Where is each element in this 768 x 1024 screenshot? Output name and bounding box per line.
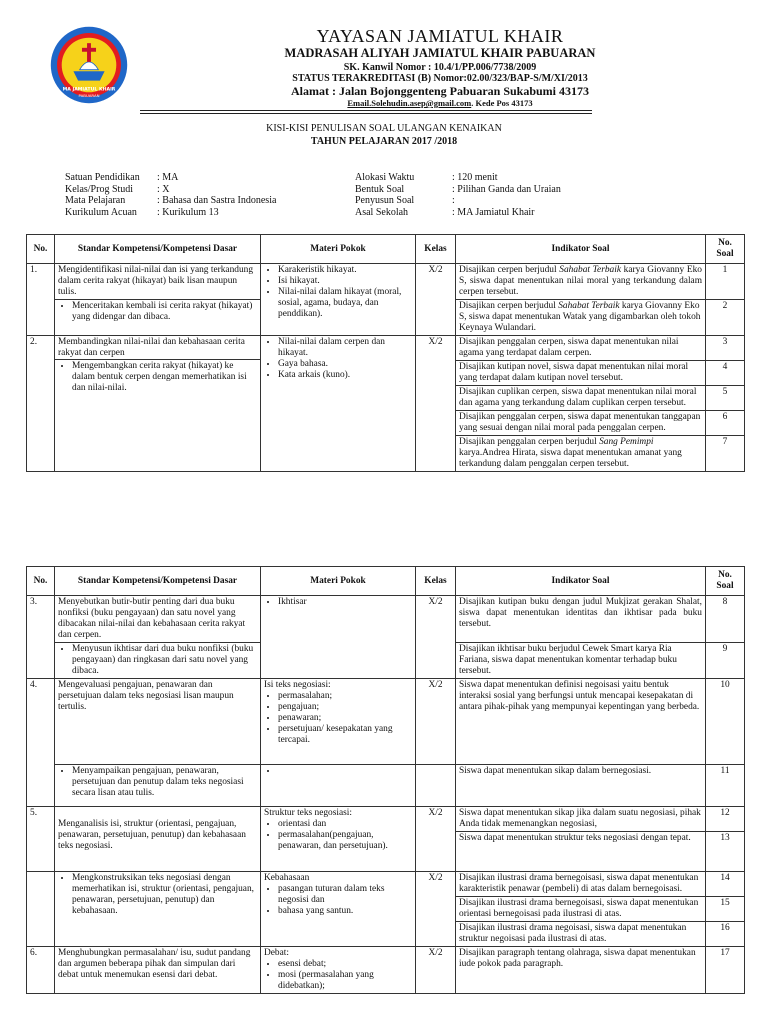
table-row: Disajikan cuplikan cerpen, siswa dapat menentukan nilai moral dan agama yang terkandung dalam cuplikan cerpen tersebut. 5 (27, 386, 745, 411)
school-name: MADRASAH ALIYAH JAMIATUL KHAIR PABUARAN (284, 46, 596, 60)
doc-year: TAHUN PELAJARAN 2017 /2018 (310, 136, 458, 147)
meta-left-values: : MA : X : Bahasa dan Sastra Indonesia : Kurikulum 13 (157, 172, 277, 218)
table-row: Disajikan penggalan cerpen, siswa dapat menentukan tanggapan yang sesuai dengan nilai moral pada penggalan cerpen. 6 (27, 411, 745, 436)
table-row: • Menyampaikan pengajuan, penawaran, persetujuan dan penutup dalam teks negosiasi secara lisan atau tulis. • Siswa dapat menentukan sikap dalam bernegosiasi. 11 (27, 765, 745, 807)
sk-number: SK. Kanwil Nomor : 10.4/1/PP.006/7738/2009 (343, 62, 537, 73)
table-row: 6. Menghubungkan permasalahan/ isu, sudut pandang dan argumen beberapa pihak dan simpulan dari debat untuk menemukan esensi dari debat. Debat: • esensi debat; • mosi (permasalahan yang didebatkan); X/2 Disajikan paragraph tentang olahraga, siswa dapat menentukan iude pokok pada paragraph. 17 (27, 947, 745, 994)
doc-title: KISI-KISI PENULISAN SOAL ULANGAN KENAIKAN (266, 123, 502, 134)
meta-right-keys: Alokasi Waktu Bentuk Soal Penyusun Soal Asal Sekolah (355, 172, 415, 218)
header-rule-thin (140, 113, 592, 114)
contact-line (140, 98, 740, 108)
meta-right-values: : 120 menit : Pilihan Ganda dan Uraian : : MA Jamiatul Khair (452, 172, 561, 218)
school-address: Alamat : Jalan Bojonggenteng Pabuaran Sukabumi 43173 (290, 84, 590, 98)
postcode: . Kede Pos 43173 (471, 98, 533, 108)
table-row: 3. Menyebutkan butir-butir penting dari dua buku nonfiksi (buku pengayaan) dan satu novel yang dibacakan nilai-nilai dan kebahasaan cerita rakyat dan cerpen. • Ikhtisar X/2 Disajikan kutipan buku dengan judul Mukjizat gerakan Shalat, siswa dapat menentukan identitas dan ikhtisar pada buku tersebut. 8 (27, 596, 745, 643)
table-row: • Mengkonstruksikan teks negosiasi dengan memerhatikan isi, struktur (orientasi, pengajuan, penawaran, persetujuan, penutup) dan kebahasaan. Kebahasaan • pasangan tuturan dalam teks negosisi dan • bahasa yang santun. X/2 Disajikan ilustrasi drama bernegoisasi, siswa dapat menentukan karakteristik penawar (pembeli) di atas dalam bernegoisasi. 14 (27, 872, 745, 897)
table-row: Disajikan ilustrasi drama negoisasi, siswa dapat menentukan struktur negoisasi pada ilustrasi di atas. 16 (27, 922, 745, 947)
header-rule (140, 110, 592, 111)
grid-table-2 (26, 566, 745, 994)
table-row: 4. Mengevaluasi pengajuan, penawaran dan persetujuan dalam teks negosiasi lisan maupun tertulis. Isi teks negosiasi: • permasalahan; • pengajuan; • penawaran; • persetujuan/ kesepakatan yang tercapai. X/2 Siswa dapat menentukan definisi negoisasi yaitu bentuk interaksi sosial yang berfungsi untuk mencapai kesepakatan di antara pihak-pihak yang mempunyai kepentingan yang berbeda. 10 (27, 679, 745, 765)
meta-left-keys: Satuan Pendidikan Kelas/Prog Studi Mata Pelajaran Kurikulum Acuan (65, 172, 140, 218)
school-logo (50, 26, 128, 104)
svg-text:MA JAMIATUL KHAIR: MA JAMIATUL KHAIR (62, 87, 116, 93)
table-row: Disajikan penggalan cerpen berjudul Sang Pemimpi karya.Andrea Hirata, siswa dapat menentukan amanat yang terkandung dalam penggalan cerpen tersebut. 7 (27, 436, 745, 472)
table-row: Siswa dapat menentukan struktur teks negosiasi dengan tepat. 13 (27, 832, 745, 872)
accreditation-status: STATUS TERAKREDITASI (B) Nomor:02.00/323/BAP-S/M/XI/2013 (292, 73, 588, 84)
table-row: 5. Menganalisis isi, struktur (orientasi, pengajuan, penawaran, persetujuan, penutup) dan kebahasaan teks negosiasi. Struktur teks negosiasi: • orientasi dan • permasalahan(pengajuan, penawaran, dan persetujuan). X/2 Siswa dapat menentukan sikap jika dalam suatu negosiasi, pihak Anda tidak memenangkan negosiasi, 12 (27, 807, 745, 832)
table-row: 1. Mengidentifikasi nilai-nilai dan isi yang terkandung dalam cerita rakyat (hikayat) baik lisan maupun tulis. • Karakeristik hikayat. • Isi hikayat. • Nilai-nilai dalam hikayat (moral, sosial, agama, budaya, dan penddikan). X/2 Disajikan cerpen berjudul Sahabat Terbaik karya Giovanny Eko S, siswa dapat menentukan nilai moral yang terkandung dalam cerpen tersebut. 1 (27, 264, 745, 300)
foundation-name: YAYASAN JAMIATUL KHAIR (316, 26, 564, 46)
table-header-row: No. Standar Kompetensi/Kompetensi Dasar Materi Pokok Kelas Indikator Soal No. Soal (27, 235, 745, 264)
table-row: Disajikan kutipan novel, siswa dapat menentukan nilai moral yang terdapat dalam kutipan novel tersebut. 4 (27, 361, 745, 386)
email-link[interactable]: Email.Solehudin.asep@gmail.com (347, 98, 472, 108)
table-header-row: No. Standar Kompetensi/Kompetensi Dasar Materi Pokok Kelas Indikator Soal No. Soal (27, 567, 745, 596)
grid-table-1 (26, 234, 745, 472)
table-row: Disajikan ilustrasi drama bernegoisasi, siswa dapat menentukan orientasi bernegoisasi pada ilustrasi di atas. 15 (27, 897, 745, 922)
svg-text:PABUARAN: PABUARAN (78, 92, 100, 98)
table-row: • Menceritakan kembali isi cerita rakyat (hikayat) yang didengar dan dibaca. Disajikan cerpen berjudul Sahabat Terbaik karya Giovanny Eko S, siswa dapat menentukan Watak yang digambarkan oleh tokoh Keynaya Wulandari. 2 (27, 300, 745, 336)
table-row: • Menyusun ikhtisar dari dua buku nonfiksi (buku pengayaan) dan ringkasan dari satu novel yang dibaca. Disajikan ikhtisar buku berjudul Cewek Smart karya Ria Fariana, siswa dapat menentukan komentar terhadap buku tersebut. 9 (27, 643, 745, 679)
table-row: 2. Membandingkan nilai-nilai dan kebahasaan cerita rakyat dan cerpen • Mengembangkan cerita rakyat (hikayat) ke dalam bentuk cerpen dengan memerhatikan isi dan nilai-nilai. • Nilai-nilai dalam cerpen dan hikayat. • Gaya bahasa. • Kata arkais (kuno). X/2 Disajikan penggalan cerpen, siswa dapat menentukan nilai agama yang terdapat dalam cerpen. 3 (27, 336, 745, 361)
